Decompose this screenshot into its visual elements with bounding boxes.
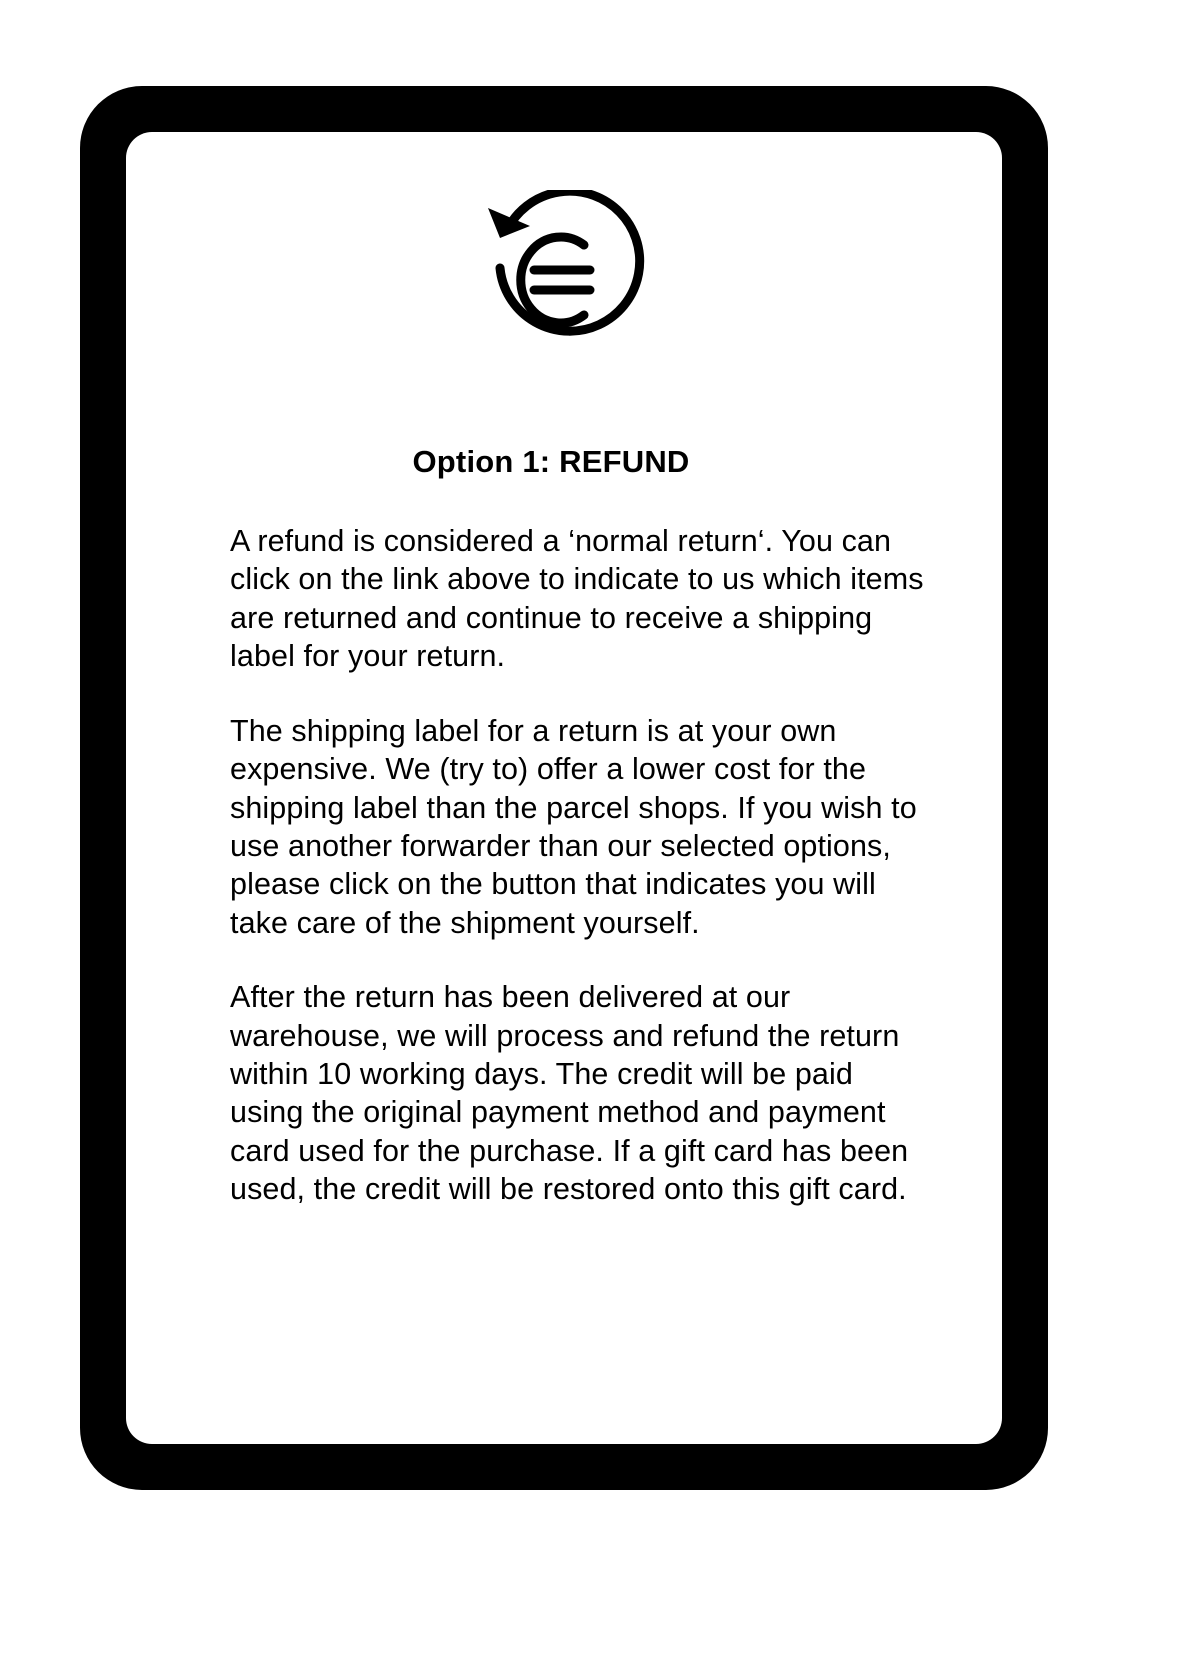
- paragraph-processing-time: After the return has been delivered at our warehouse, we will process and refund the return within 10 working days. The credit will be paid using the original payment method and payment card used for the purchase. If a gift card has been used, the credit will be restored onto this gift card.: [230, 980, 909, 1207]
- page-title: Option 1: REFUND: [412, 444, 690, 479]
- card-frame: [80, 86, 1048, 1490]
- paragraph-refund-definition: A refund is considered a ‘normal return‘. You can click on the link above to indicate to us which items are returned and continue to receive a shipping label for your return.: [230, 524, 924, 674]
- paragraph-shipping-label: The shipping label for a return is at your own expensive. We (try to) offer a lower cost for the shipping label than the parcel shops. If you wish to use another forwarder than our selected options, please click on the button that indicates you will take care of the shipment yourself.: [230, 713, 917, 940]
- euro-refund-circular-arrow-icon: [126, 190, 1002, 360]
- card-inner: [126, 132, 1002, 1444]
- card-content: [230, 444, 942, 1209]
